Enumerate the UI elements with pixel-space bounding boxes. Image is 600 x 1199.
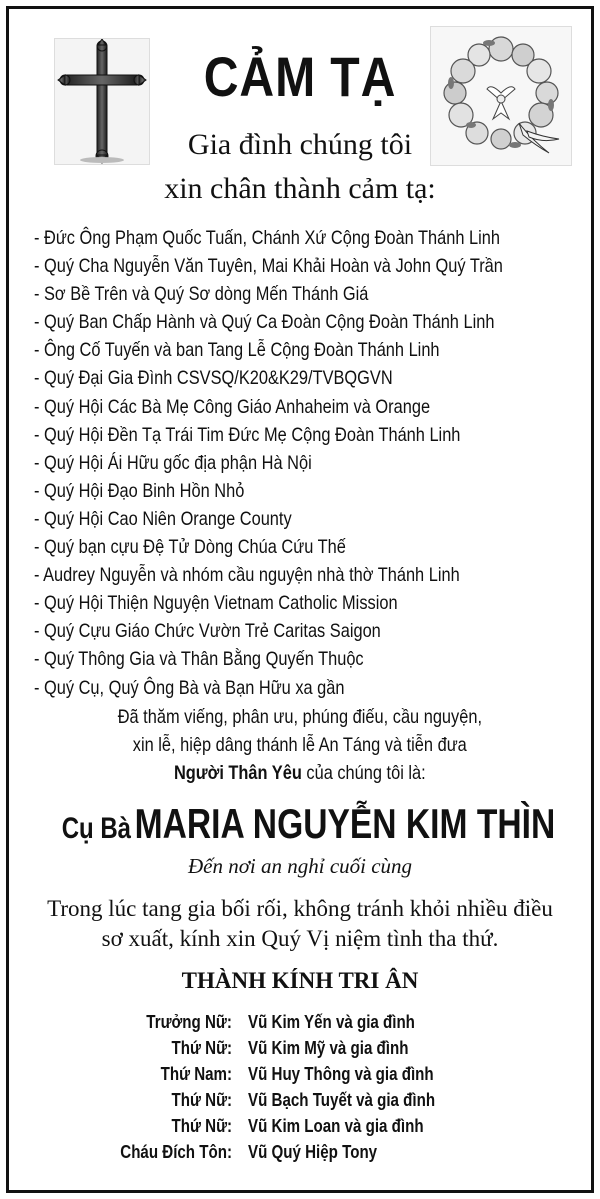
- beloved-label: Người Thân Yêu: [174, 762, 303, 784]
- signer-row: [0, 1012, 600, 1037]
- apology-line-2: sơ xuất, kính xin Quý Vị niệm tình tha thứ.: [101, 926, 499, 951]
- intro-line-2: xin chân thành cảm tạ:: [164, 172, 436, 205]
- list-item: - Quý Cha Nguyễn Văn Tuyên, Mai Khải Hoàn và John Quý Trần: [34, 255, 503, 278]
- list-item: - Ông Cố Tuyến và ban Tang Lễ Cộng Đoàn Thánh Linh: [34, 339, 440, 362]
- signer-role: Thứ Nữ:: [171, 1090, 232, 1110]
- list-item: - Đức Ông Phạm Quốc Tuấn, Chánh Xứ Cộng Đoàn Thánh Linh: [34, 227, 500, 249]
- deceased-name: MARIA NGUYỄN KIM THÌN: [134, 800, 556, 847]
- body-line-3: [0, 762, 600, 785]
- body-line-3-rest: của chúng tôi là:: [302, 762, 426, 784]
- signer-role: Thứ Nữ:: [171, 1038, 232, 1058]
- apology-line-1: Trong lúc tang gia bối rối, không tránh khỏi nhiều điều: [47, 896, 553, 921]
- list-item: - Quý bạn cựu Đệ Tử Dòng Chúa Cứu Thế: [34, 536, 346, 559]
- list-item: - Quý Ban Chấp Hành và Quý Ca Đoàn Cộng Đoàn Thánh Linh: [34, 311, 495, 334]
- thanks-list: [34, 224, 592, 702]
- rest-line: Đến nơi an nghỉ cuối cùng: [187, 854, 413, 878]
- deceased-heading: [0, 800, 600, 848]
- list-item: - Quý Hội Các Bà Mẹ Công Giáo Anhaheim và Orange: [34, 395, 431, 418]
- signer-name: Vũ Kim Mỹ và gia đình: [248, 1038, 409, 1058]
- list-item: - Quý Hội Cao Niên Orange County: [34, 507, 292, 530]
- list-item: - Quý Hội Ái Hữu gốc địa phận Hà Nội: [34, 451, 312, 474]
- signer-row: [0, 1142, 600, 1167]
- signer-row: [0, 1038, 600, 1063]
- list-item: - Quý Thông Gia và Thân Bằng Quyến Thuộc: [34, 648, 364, 671]
- signer-name: Vũ Kim Loan và gia đình: [248, 1116, 424, 1136]
- deceased-prefix: Cụ Bà: [61, 812, 132, 845]
- list-item: - Quý Hội Đền Tạ Trái Tim Đức Mẹ Cộng Đoàn Thánh Linh: [34, 423, 461, 446]
- list-item: - Quý Đại Gia Đình CSVSQ/K20&K29/TVBQGVN: [34, 367, 393, 390]
- signer-name: Vũ Quý Hiệp Tony: [248, 1142, 378, 1162]
- intro-line-1: Gia đình chúng tôi: [187, 128, 413, 161]
- list-item: - Quý Cựu Giáo Chức Vườn Trẻ Caritas Saigon: [34, 620, 381, 643]
- list-item: - Quý Hội Đạo Binh Hồn Nhỏ: [34, 479, 245, 502]
- signer-role: Thứ Nữ:: [171, 1116, 232, 1136]
- body-line-1-text: Đã thăm viếng, phân ưu, phúng điếu, cầu nguyện,: [117, 706, 483, 728]
- signer-name: Vũ Kim Yến và gia đình: [248, 1012, 415, 1032]
- signer-row: [0, 1116, 600, 1141]
- signer-role: Trưởng Nữ:: [146, 1012, 232, 1032]
- list-item: - Audrey Nguyễn và nhóm cầu nguyện nhà thờ Thánh Linh: [34, 564, 460, 587]
- closing-heading: THÀNH KÍNH TRI ÂN: [181, 968, 419, 993]
- list-item: - Quý Hội Thiện Nguyện Vietnam Catholic Mission: [34, 592, 398, 615]
- signer-role: Cháu Đích Tôn:: [120, 1142, 232, 1162]
- signer-name: Vũ Huy Thông và gia đình: [248, 1064, 434, 1084]
- body-line-1: [0, 706, 600, 729]
- body-line-2-text: xin lễ, hiệp dâng thánh lễ An Táng và tiễn đưa: [133, 734, 467, 756]
- list-item: - Sơ Bề Trên và Quý Sơ dòng Mến Thánh Giá: [34, 283, 369, 306]
- list-item: - Quý Cụ, Quý Ông Bà và Bạn Hữu xa gần: [34, 676, 345, 699]
- page-title: CẢM TẠ: [203, 45, 397, 108]
- signer-row: [0, 1064, 600, 1089]
- signer-name: Vũ Bạch Tuyết và gia đình: [248, 1090, 436, 1110]
- signer-row: [0, 1090, 600, 1115]
- signer-role: Thứ Nam:: [160, 1064, 232, 1084]
- body-line-2: [0, 734, 600, 757]
